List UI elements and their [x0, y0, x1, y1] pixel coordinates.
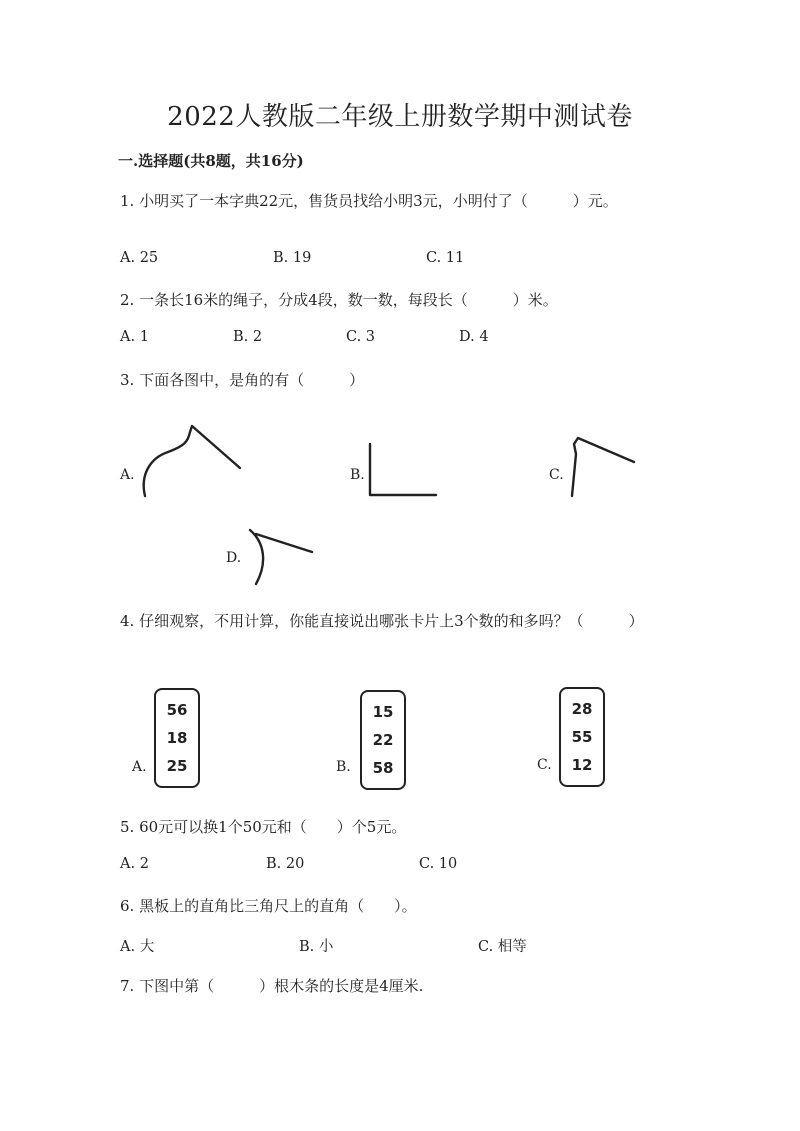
- q4-card-a-number-1: 56: [166, 701, 188, 719]
- q3-option-c-label: C.: [549, 467, 564, 483]
- section-heading: 一.选择题(共8题，共16分): [118, 152, 304, 170]
- q1-option-b: B. 19: [273, 250, 312, 266]
- q3-option-b-label: B.: [350, 467, 365, 483]
- q5-option-c: C. 10: [419, 856, 458, 872]
- q3-option-d-label: D.: [226, 550, 242, 566]
- q4-card-b-number-1: 15: [372, 703, 394, 721]
- page-title: 2022人教版二年级上册数学期中测试卷: [167, 102, 633, 132]
- q1-option-a: A. 25: [120, 250, 159, 266]
- question-5: 5. 60元可以换1个50元和（ ）个5元。: [120, 818, 407, 836]
- q2-option-b: B. 2: [233, 329, 263, 345]
- question-2: 2. 一条长16米的绳子，分成4段，数一数，每段长（ ）米。: [120, 291, 558, 309]
- question-6: 6. 黑板上的直角比三角尺上的直角（ ）。: [120, 897, 417, 915]
- question-7: 7. 下图中第（ ）根木条的长度是4厘米.: [120, 977, 424, 995]
- q6-option-b: B. 小: [299, 939, 334, 955]
- q6-option-a: A. 大: [120, 939, 155, 955]
- q4-option-a-label: A.: [132, 759, 147, 775]
- question-3: 3. 下面各图中，是角的有（ ）: [120, 371, 365, 389]
- q2-option-a: A. 1: [120, 329, 149, 345]
- q2-option-d: D. 4: [459, 329, 489, 345]
- q1-option-c: C. 11: [426, 250, 465, 266]
- q4-option-b-label: B.: [336, 759, 351, 775]
- q4-card-c: [559, 687, 605, 787]
- q3-figure-a: [140, 420, 250, 500]
- question-4: 4. 仔细观察，不用计算，你能直接说出哪张卡片上3个数的和多吗？（ ）: [120, 612, 644, 630]
- q4-card-b: [360, 690, 406, 790]
- q4-card-c-number-1: 28: [571, 700, 593, 718]
- q5-option-b: B. 20: [266, 856, 305, 872]
- q3-figure-c: [566, 434, 638, 500]
- q4-card-b-number-2: 22: [372, 731, 394, 749]
- q5-option-a: A. 2: [120, 856, 149, 872]
- q3-figure-d: [246, 526, 318, 590]
- q6-option-c: C. 相等: [478, 939, 527, 955]
- q4-card-a: [154, 688, 200, 788]
- q2-option-c: C. 3: [346, 329, 376, 345]
- question-1: 1. 小明买了一本字典22元，售货员找给小明3元，小明付了（ ）元。: [120, 192, 618, 210]
- q4-option-c-label: C.: [537, 757, 552, 773]
- q4-card-c-number-2: 55: [571, 728, 593, 746]
- q4-card-a-number-3: 25: [166, 757, 188, 775]
- q4-card-c-number-3: 12: [571, 756, 593, 774]
- q4-card-a-number-2: 18: [166, 729, 188, 747]
- q3-figure-b: [366, 440, 440, 500]
- q4-card-b-number-3: 58: [372, 759, 394, 777]
- q3-option-a-label: A.: [120, 467, 135, 483]
